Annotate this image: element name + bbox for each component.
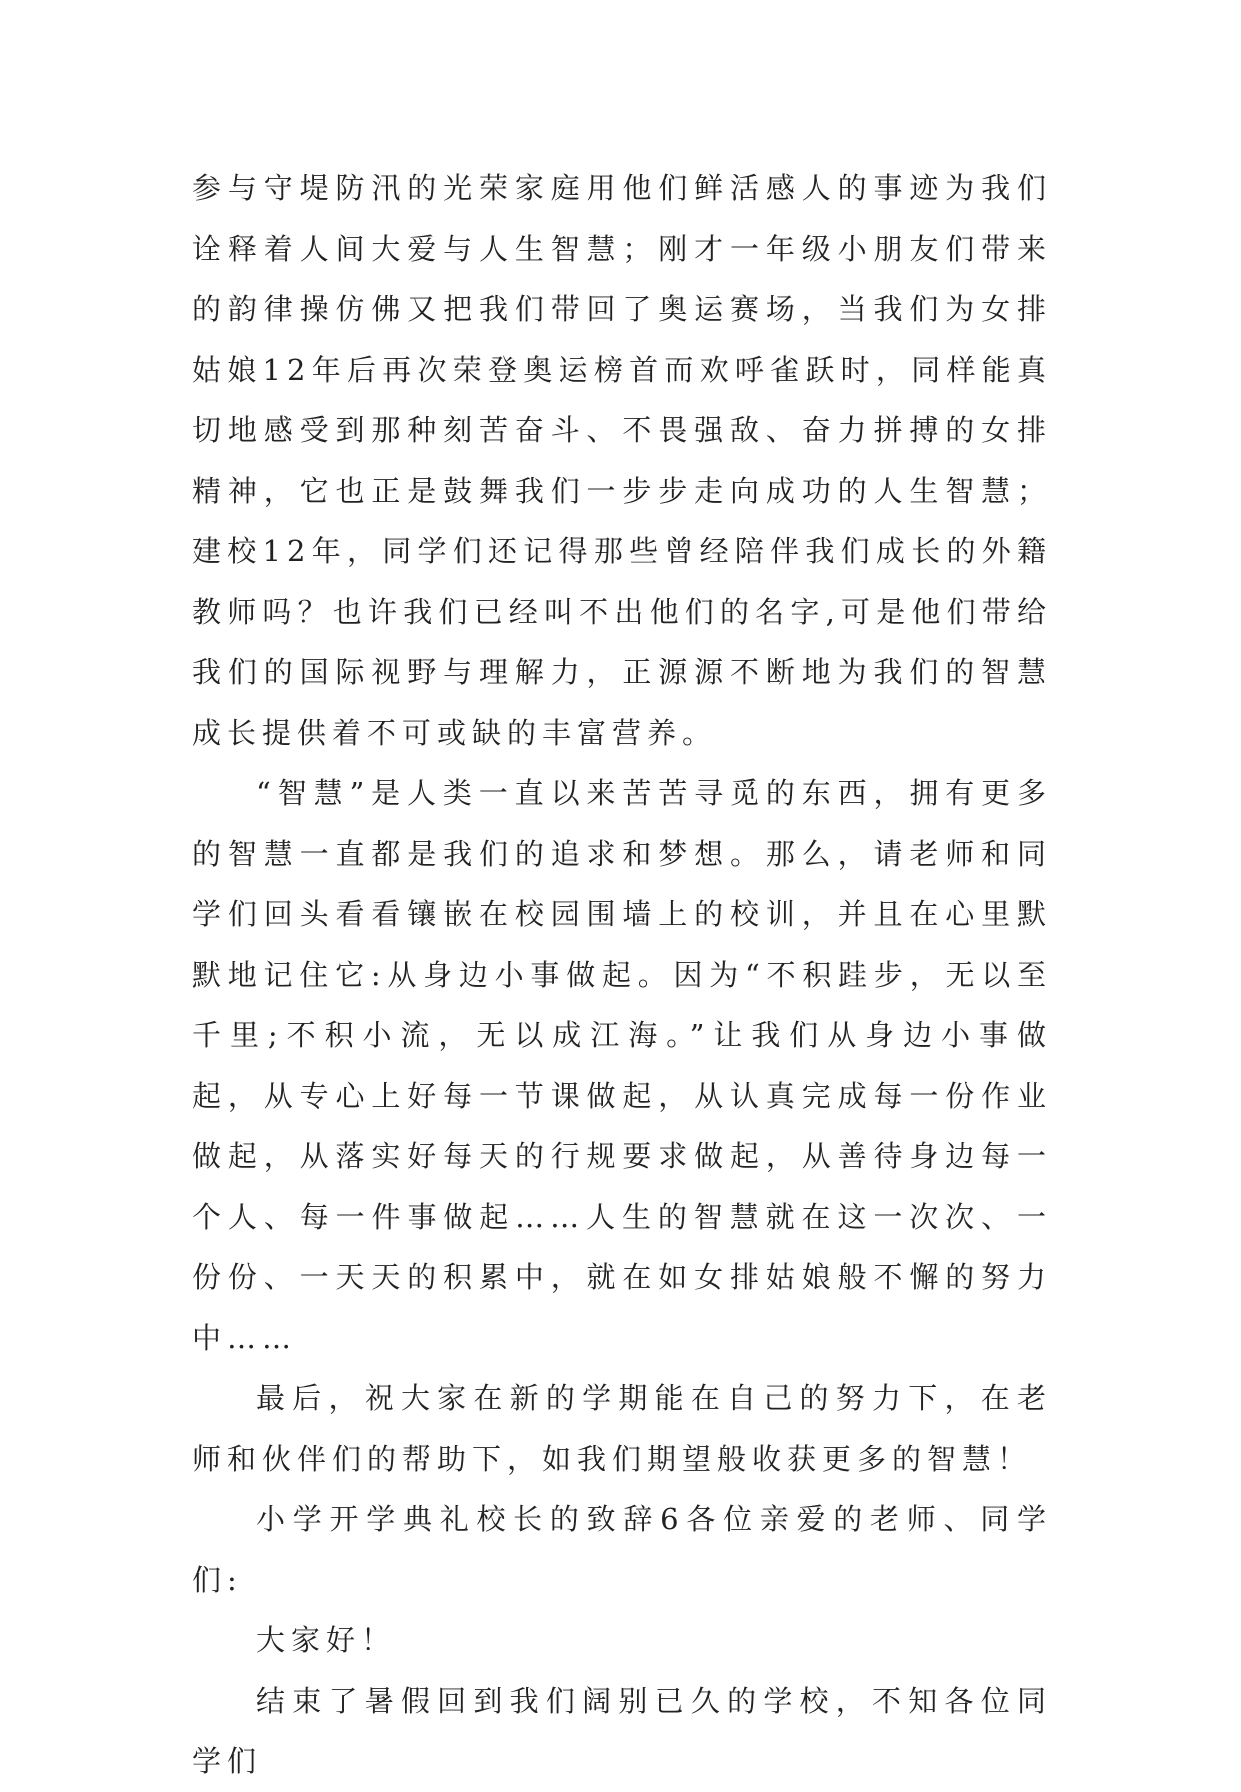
paragraph-2: “智慧”是人类一直以来苦苦寻觅的东西，拥有更多的智慧一直都是我们的追求和梦想。那么，请老师和同学们回头看看镶嵌在校园围墙上的校训，并且在心里默默地记住它:从身边小事做起。因为“不积跬步，无以至千里;不积小流，无以成江海。”让我们从身边小事做起，从专心上好每一节课做起，从认真完成每一份作业做起，从落实好每天的行规要求做起，从善待身边每一个人、每一件事做起……人生的智慧就在这一次次、一份份、一天天的积累中，就在如女排姑娘般不懈的努力中…… [192,776,1052,1355]
paragraph-6: 结束了暑假回到我们阔别已久的学校，不知各位同学们 [192,1683,1052,1778]
document-body [192,158,1052,1792]
paragraph-4: 小学开学典礼校长的致辞6各位亲爱的老师、同学们: [192,1502,1052,1597]
paragraph-1: 参与守堤防汛的光荣家庭用他们鲜活感人的事迹为我们诠释着人间大爱与人生智慧；刚才一年级小朋友们带来的韵律操仿佛又把我们带回了奥运赛场，当我们为女排姑娘12年后再次荣登奥运榜首而欢呼雀跃时，同样能真切地感受到那种刻苦奋斗、不畏强敌、奋力拼搏的女排精神，它也正是鼓舞我们一步步走向成功的人生智慧；建校12年，同学们还记得那些曾经陪伴我们成长的外籍教师吗？也许我们已经叫不出他们的名字,可是他们带给我们的国际视野与理解力，正源源不断地为我们的智慧成长提供着不可或缺的丰富营养。 [192,171,1052,750]
paragraph-3: 最后，祝大家在新的学期能在自己的努力下，在老师和伙伴们的帮助下，如我们期望般收获更多的智慧！ [192,1381,1052,1476]
paragraph-5: 大家好！ [256,1623,397,1657]
